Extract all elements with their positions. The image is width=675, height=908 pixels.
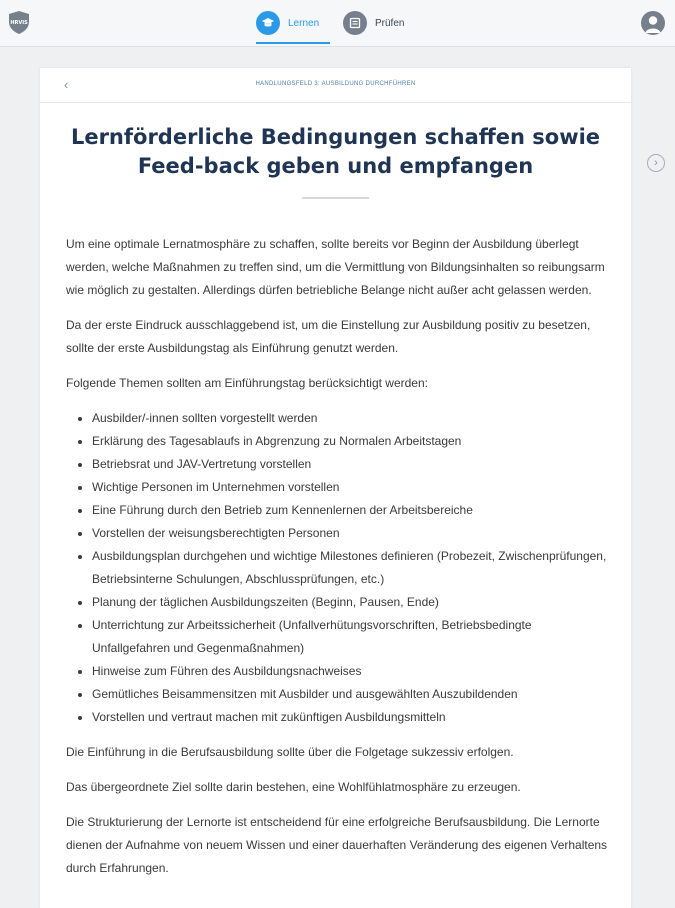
list-item: • Ausbilder/-innen sollten vorgestellt werden <box>92 407 609 430</box>
svg-text:HRVIS: HRVIS <box>10 20 28 26</box>
top-navigation-bar <box>0 0 675 47</box>
chevron-right-circle-icon[interactable]: › <box>647 154 665 172</box>
tab-lernen[interactable] <box>256 10 319 36</box>
list-item: • Hinweise zum Führen des Ausbildungsnachweises <box>92 660 609 683</box>
lesson-content <box>66 233 609 892</box>
tab-pruefen[interactable] <box>343 10 404 36</box>
page-title: Lernförderliche Bedingungen schaffen sowie Feed-back geben und empfangen <box>70 125 601 178</box>
graduation-cap-icon <box>256 11 280 35</box>
topic-list <box>66 407 609 729</box>
tab-pruefen-label: Prüfen <box>375 17 405 29</box>
list-item: • Vorstellen und vertraut machen mit zukünftigen Ausbildungsmitteln <box>92 706 609 729</box>
list-item: • Erklärung des Tagesablaufs in Abgrenzung zu Normalen Arbeitstagen <box>92 430 609 453</box>
list-item: • Wichtige Personen im Unternehmen vorstellen <box>92 476 609 499</box>
tab-lernen-label: Lernen <box>288 17 320 29</box>
chevron-left-icon[interactable]: ‹ <box>64 77 69 92</box>
list-item: • Gemütliches Beisammensitzen mit Ausbilder und ausgewählten Auszubildenden <box>92 683 609 706</box>
lesson-card <box>40 68 631 908</box>
paragraph: Da der erste Eindruck ausschlaggebend ist, um die Einstellung zur Ausbildung positiv zu besetzen, sollte der erste Ausbildungstag als Einführung genutzt werden. <box>66 318 591 355</box>
paragraph: Das übergeordnete Ziel sollte darin bestehen, eine Wohlfühlatmosphäre zu erzeugen. <box>66 780 521 794</box>
paragraph: Die Einführung in die Berufsausbildung sollte über die Folgetage sukzessiv erfolgen. <box>66 745 514 759</box>
card-header <box>40 68 631 103</box>
active-tab-indicator <box>256 42 330 44</box>
list-item: • Eine Führung durch den Betrieb zum Kennenlernen der Arbeitsbereiche <box>92 499 609 522</box>
user-avatar-icon[interactable] <box>641 11 665 35</box>
paragraph: Folgende Themen sollten am Einführungstag berücksichtigt werden: <box>66 376 428 390</box>
paragraph: Um eine optimale Lernatmosphäre zu schaffen, sollte bereits vor Beginn der Ausbildung überlegt werden, welche Maßnahmen zu treffen sind, um die Vermittlung von Bildungsinhalten so reibungsarm wie möglich zu gestalten. Allerdings dürfen betriebliche Belange nicht außer acht gelassen werden. <box>66 237 605 297</box>
breadcrumb: HANDLUNGSFELD 3: AUSBILDUNG DURCHFÜHREN <box>255 81 416 87</box>
list-item: • Planung der täglichen Ausbildungszeiten (Beginn, Pausen, Ende) <box>92 591 609 614</box>
list-item: • Vorstellen der weisungsberechtigten Personen <box>92 522 609 545</box>
list-item: • Unterrichtung zur Arbeitssicherheit (Unfallverhütungsvorschriften, Betriebsbedingte Unfallgefahren und Gegenmaßnahmen) <box>92 614 609 660</box>
list-item: • Betriebsrat und JAV-Vertretung vorstellen <box>92 453 609 476</box>
test-sheet-icon <box>343 11 367 35</box>
paragraph: Die Strukturierung der Lernorte ist entscheidend für eine erfolgreiche Berufsausbildung. Die Lernorte dienen der Aufnahme von neuem Wissen und einer dauerhaften Veränderung des eigenen Verhaltens durch Erfahrungen. <box>66 815 608 875</box>
title-divider <box>302 197 369 199</box>
app-logo[interactable] <box>8 10 30 35</box>
list-item: • Ausbildungsplan durchgehen und wichtige Milestones definieren (Probezeit, Zwischenprüfungen, Betriebsinterne Schulungen, Abschlussprüfungen, etc.) <box>92 545 609 591</box>
